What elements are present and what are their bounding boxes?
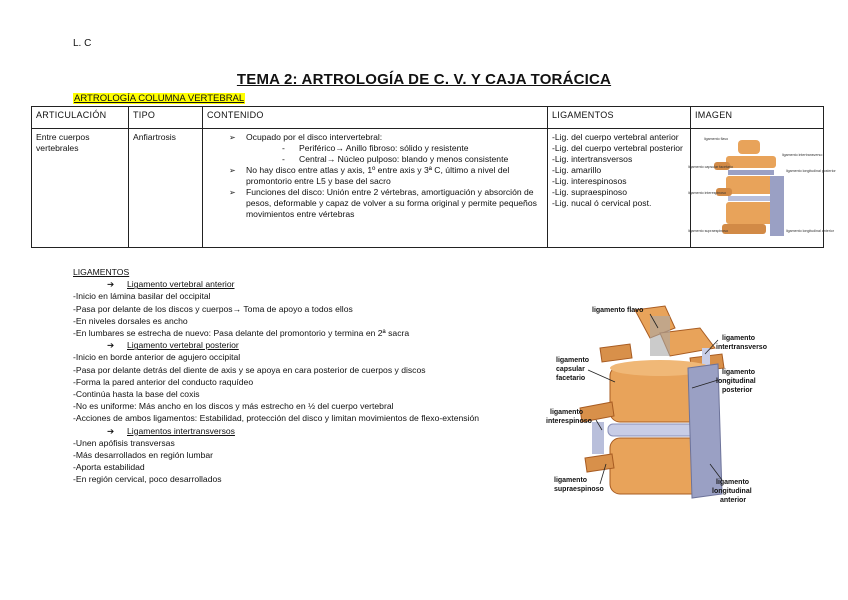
spine-thumbnail-image bbox=[686, 132, 836, 250]
page-title: TEMA 2: ARTROLOGÍA DE C. V. Y CAJA TORÁCICA bbox=[236, 71, 612, 88]
cell-tipo: Anfiartrosis bbox=[129, 129, 203, 248]
list-item: -Lig. del cuerpo vertebral posterior bbox=[552, 143, 683, 153]
ligamentos-section bbox=[73, 266, 513, 486]
list-item: -Forma la pared anterior del conducto raquídeo bbox=[73, 376, 254, 387]
list-item: -Pasa por delante de los discos y cuerpos→ Toma de apoyo a todos ellos bbox=[73, 303, 353, 314]
cell-ligamentos bbox=[548, 129, 691, 248]
list-item: -Inicio en borde anterior de agujero occipital bbox=[73, 352, 241, 363]
list-item: -Acciones de ambos ligamentos: Estabilidad, protección del disco y limitan movimientos de flexo-extensión bbox=[73, 413, 480, 424]
list-item bbox=[229, 132, 543, 165]
label-supraesp-1: ligamento bbox=[554, 477, 588, 484]
list-item: - Periférico→ Anillo fibroso: sólido y resistente bbox=[282, 143, 543, 154]
header-contenido: CONTENIDO bbox=[203, 107, 548, 129]
label-intertrans-2: intertransverso bbox=[716, 344, 767, 351]
list-item: -Lig. del cuerpo vertebral anterior bbox=[552, 132, 679, 142]
list-item: -En niveles dorsales es ancho bbox=[73, 315, 188, 326]
list-item: -Pasa por delante detrás del diente de axis y se apoya en cara posterior de cuerpos y discos bbox=[73, 364, 426, 375]
contenido-list bbox=[207, 132, 543, 220]
section-subtitle: ARTROLOGÍA COLUMNA VERTEBRAL bbox=[74, 93, 245, 104]
thumb-label-intertrans: ligamento intertransverso bbox=[782, 153, 823, 157]
list-item: -Lig. intertransversos bbox=[552, 154, 633, 164]
cell-articulacion: Entre cuerpos vertebrales bbox=[32, 129, 129, 248]
subheading-anterior bbox=[73, 278, 513, 290]
thumb-label-long-post: ligamento longitudinal posterior bbox=[786, 169, 836, 173]
label-long-post-2: longitudinal bbox=[716, 378, 756, 385]
ligamentos-heading: LIGAMENTOS bbox=[73, 267, 130, 277]
list-item: ➢ Funciones del disco: Unión entre 2 vértebras, amortiguación y absorción de pesos, deformable y capaz de volver a su forma original y permite pequeños movimientos entre vértebras bbox=[229, 187, 543, 220]
list-item: -Unen apófisis transversas bbox=[73, 437, 175, 448]
subheading-text: Ligamento vertebral anterior bbox=[127, 279, 235, 290]
list-item: -Aporta estabilidad bbox=[73, 462, 145, 473]
list-item: - Central→ Núcleo pulposo: blando y menos consistente bbox=[282, 154, 543, 165]
list-item: -En región cervical, poco desarrollados bbox=[73, 474, 222, 485]
list-item: -No es uniforme: Más ancho en los discos y más estrecho en ½ del cuerpo vertebral bbox=[73, 401, 394, 412]
list-item: -Lig. nucal ó cervical post. bbox=[552, 198, 652, 208]
label-long-post-1: ligamento bbox=[722, 369, 756, 376]
arrow-icon: ➔ bbox=[107, 279, 115, 290]
subheading-posterior bbox=[73, 339, 513, 351]
subheading-text: Ligamento vertebral posterior bbox=[127, 340, 239, 351]
list-item: -Lig. supraespinoso bbox=[552, 187, 628, 197]
thumb-label-interesp: ligamento interespinoso bbox=[688, 191, 726, 195]
subheading-intertrans bbox=[73, 425, 513, 437]
label-long-post-3: posterior bbox=[722, 387, 753, 394]
thumbnail-drawing bbox=[714, 140, 784, 236]
header-imagen: IMAGEN bbox=[691, 107, 824, 129]
spine-drawing bbox=[580, 306, 724, 498]
table-header-row bbox=[32, 107, 824, 129]
bullet-text: Ocupado por el disco intervertebral: bbox=[246, 132, 383, 142]
label-intertrans-1: ligamento bbox=[722, 335, 756, 342]
label-capsular-2: capsular bbox=[556, 366, 585, 373]
sub-list bbox=[246, 143, 543, 165]
header-ligamentos: LIGAMENTOS bbox=[548, 107, 691, 129]
spine-ligaments-illustration bbox=[540, 298, 770, 510]
list-item: ➢ No hay disco entre atlas y axis, 1º entre axis y 3ª C, último a nivel del promontorio entre L5 y base del sacro bbox=[229, 165, 543, 187]
label-long-ant-2: longitudinal bbox=[712, 488, 752, 495]
label-capsular-3: facetario bbox=[556, 375, 586, 382]
label-capsular-1: ligamento bbox=[556, 357, 590, 364]
arrow-icon: ➔ bbox=[107, 425, 115, 436]
label-flavo: ligamento flavo bbox=[592, 307, 644, 314]
label-interesp-1: ligamento bbox=[550, 409, 584, 416]
subheading-text: Ligamentos intertransversos bbox=[127, 425, 235, 436]
thumb-label-capsular: ligamento capsular facetario bbox=[688, 165, 733, 169]
label-long-ant-1: ligamento bbox=[716, 479, 750, 486]
list-item: -Lig. amarillo bbox=[552, 165, 602, 175]
list-item: -Inicio en lámina basilar del occipital bbox=[73, 291, 211, 302]
cell-contenido bbox=[203, 129, 548, 248]
thumb-label-flavo: ligamento flavo bbox=[704, 137, 729, 141]
author-initials: L. C bbox=[73, 38, 92, 49]
list-item: -En lumbares se estrecha de nuevo: Pasa delante del promontorio y termina en 2ª sacra bbox=[73, 328, 410, 339]
header-articulacion: ARTICULACIÓN bbox=[32, 107, 129, 129]
label-supraesp-2: supraespinoso bbox=[554, 486, 604, 493]
label-long-ant-3: anterior bbox=[720, 497, 747, 504]
thumb-label-supraesp: ligamento supraespinoso bbox=[688, 229, 728, 233]
header-tipo: TIPO bbox=[129, 107, 203, 129]
list-item: -Lig. interespinosos bbox=[552, 176, 627, 186]
list-item: -Continúa hasta la base del coxis bbox=[73, 389, 200, 400]
list-item: -Más desarrollados en región lumbar bbox=[73, 450, 213, 461]
arrow-icon: ➔ bbox=[107, 340, 115, 351]
thumb-label-long-ant: ligamento longitudinal anterior bbox=[786, 229, 834, 233]
label-interesp-2: interespinoso bbox=[546, 418, 592, 425]
